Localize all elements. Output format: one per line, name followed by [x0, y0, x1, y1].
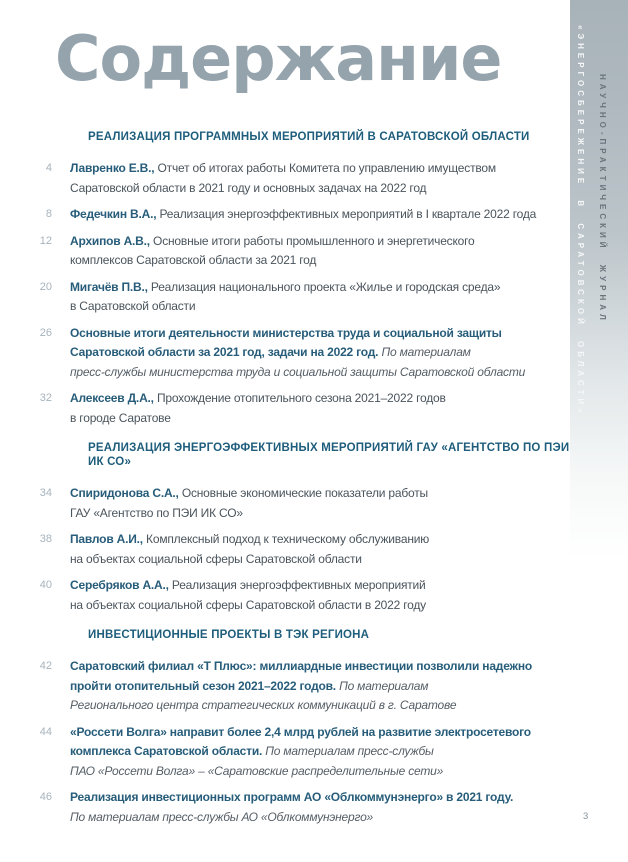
toc-entry [0, 232, 570, 271]
journal-name-vertical: «ЭНЕРГОСБЕРЕЖЕНИЕ В САРАТОВСКОЙ ОБЛАСТИ» [576, 25, 585, 417]
entry-page-number: 8 [45, 208, 52, 220]
section-heading: РЕАЛИЗАЦИЯ ЭНЕРГОЭФФЕКТИВНЫХ МЕРОПРИЯТИЙ ГАУ «АГЕНТСТВО ПО ПЭИ ИК СО» [88, 442, 570, 468]
page-title: Содержание [55, 22, 502, 95]
entry-line: Саратовской области за 2021 год, задачи на 2022 год. По материалам [70, 345, 471, 359]
entry-line: пресс-службы министерства труда и социальной защиты Саратовской области [70, 364, 526, 379]
entry-page-number: 44 [39, 725, 52, 738]
toc-entry [0, 788, 570, 827]
entry-line: Реализация инвестиционных программ АО «Облкоммунэнерго» в 2021 году. [70, 790, 514, 804]
entry-text [70, 278, 552, 317]
entry-page-number: 12 [39, 234, 52, 247]
entry-line: Саратовский филиал «Т Плюс»: миллиардные инвестиции позволили надежно [70, 659, 533, 673]
entry-page-number: 4 [45, 162, 52, 174]
entry-page-number: 26 [39, 326, 52, 339]
page-number: 3 [583, 811, 589, 822]
entry-line: Павлов А.И., Комплексный подход к техническому обслуживанию [70, 532, 430, 546]
entry-line: Федечкин В.А., Реализация энергоэффективных мероприятий в I квартале 2022 года [70, 207, 537, 221]
entry-text [70, 389, 552, 428]
entry-line: ПАО «Россети Волга» – «Саратовские распределительные сети» [70, 763, 444, 778]
toc-entry [0, 657, 570, 716]
toc-entry [0, 723, 570, 782]
entry-text [70, 530, 552, 569]
toc [0, 130, 570, 827]
entry-text [70, 576, 552, 615]
entry-text [70, 205, 552, 225]
toc-entry [0, 530, 570, 569]
toc-entry [0, 389, 570, 428]
entry-line: Лавренко Е.В., Отчет об итогах работы Комитета по управлению имуществом [70, 161, 496, 175]
entry-text [70, 324, 552, 383]
section-heading: РЕАЛИЗАЦИЯ ПРОГРАММНЫХ МЕРОПРИЯТИЙ В САРАТОВСКОЙ ОБЛАСТИ [88, 131, 530, 143]
entry-text [70, 788, 552, 827]
toc-entry [0, 484, 570, 523]
entry-text [70, 723, 552, 782]
entry-line: комплекса Саратовской области. По материалам пресс-службы [70, 744, 434, 758]
entry-line: Спиридонова С.А., Основные экономические показатели работы [70, 486, 428, 500]
entry-text [70, 484, 552, 523]
entry-page-number: 42 [39, 660, 52, 672]
entry-page-number: 34 [39, 487, 52, 499]
entry-line: Архипов А.В., Основные итоги работы промышленного и энергетического [70, 233, 475, 248]
entry-line: на объектах социальной сферы Саратовской области в 2022 году [70, 597, 426, 612]
entry-line: в городе Саратове [70, 410, 171, 425]
entry-line: Мигачёв П.В., Реализация национального проекта «Жилье и городская среда» [70, 279, 501, 294]
entry-line: пройти отопительный сезон 2021–2022 годов. По материалам [70, 678, 429, 693]
entry-page-number: 32 [39, 392, 52, 404]
toc-entry [0, 324, 570, 383]
toc-entry [0, 576, 570, 615]
entry-line: Алексеев Д.А., Прохождение отопительного сезона 2021–2022 годов [70, 391, 446, 405]
section-heading: ИНВЕСТИЦИОННЫЕ ПРОЕКТЫ В ТЭК РЕГИОНА [88, 629, 370, 641]
entry-text [70, 159, 552, 198]
entry-page-number: 20 [39, 280, 52, 293]
entry-page-number: 46 [39, 791, 52, 803]
entry-line: Серебряков А.А., Реализация энергоэффективных мероприятий [70, 578, 426, 592]
entry-line: «Россети Волга» направит более 2,4 млрд рублей на развитие электросетевого [70, 724, 531, 739]
entry-text [70, 232, 552, 271]
toc-entry [0, 205, 570, 225]
entry-text [70, 657, 552, 716]
entry-line: Регионального центра стратегических коммуникаций в г. Саратове [70, 698, 457, 712]
entry-line: Основные итоги деятельности министерства труда и социальной защиты [70, 325, 502, 340]
toc-entry [0, 159, 570, 198]
journal-type-vertical: НАУЧНО-ПРАКТИЧЕСКИЙ ЖУРНАЛ [598, 74, 607, 324]
entry-line: на объектах социальной сферы Саратовской области [70, 551, 362, 566]
entry-line: ГАУ «Агентство по ПЭИ ИК СО» [70, 505, 243, 520]
entry-line: комплексов Саратовской области за 2021 год [70, 253, 317, 267]
entry-line: По материалам пресс-службы АО «Облкоммунэнерго» [70, 809, 374, 824]
entry-line: Саратовской области в 2021 году и основных задачах на 2022 год [70, 180, 427, 195]
toc-entry [0, 278, 570, 317]
entry-page-number: 40 [39, 579, 52, 591]
entry-page-number: 38 [39, 533, 52, 545]
entry-line: в Саратовской области [70, 299, 196, 313]
